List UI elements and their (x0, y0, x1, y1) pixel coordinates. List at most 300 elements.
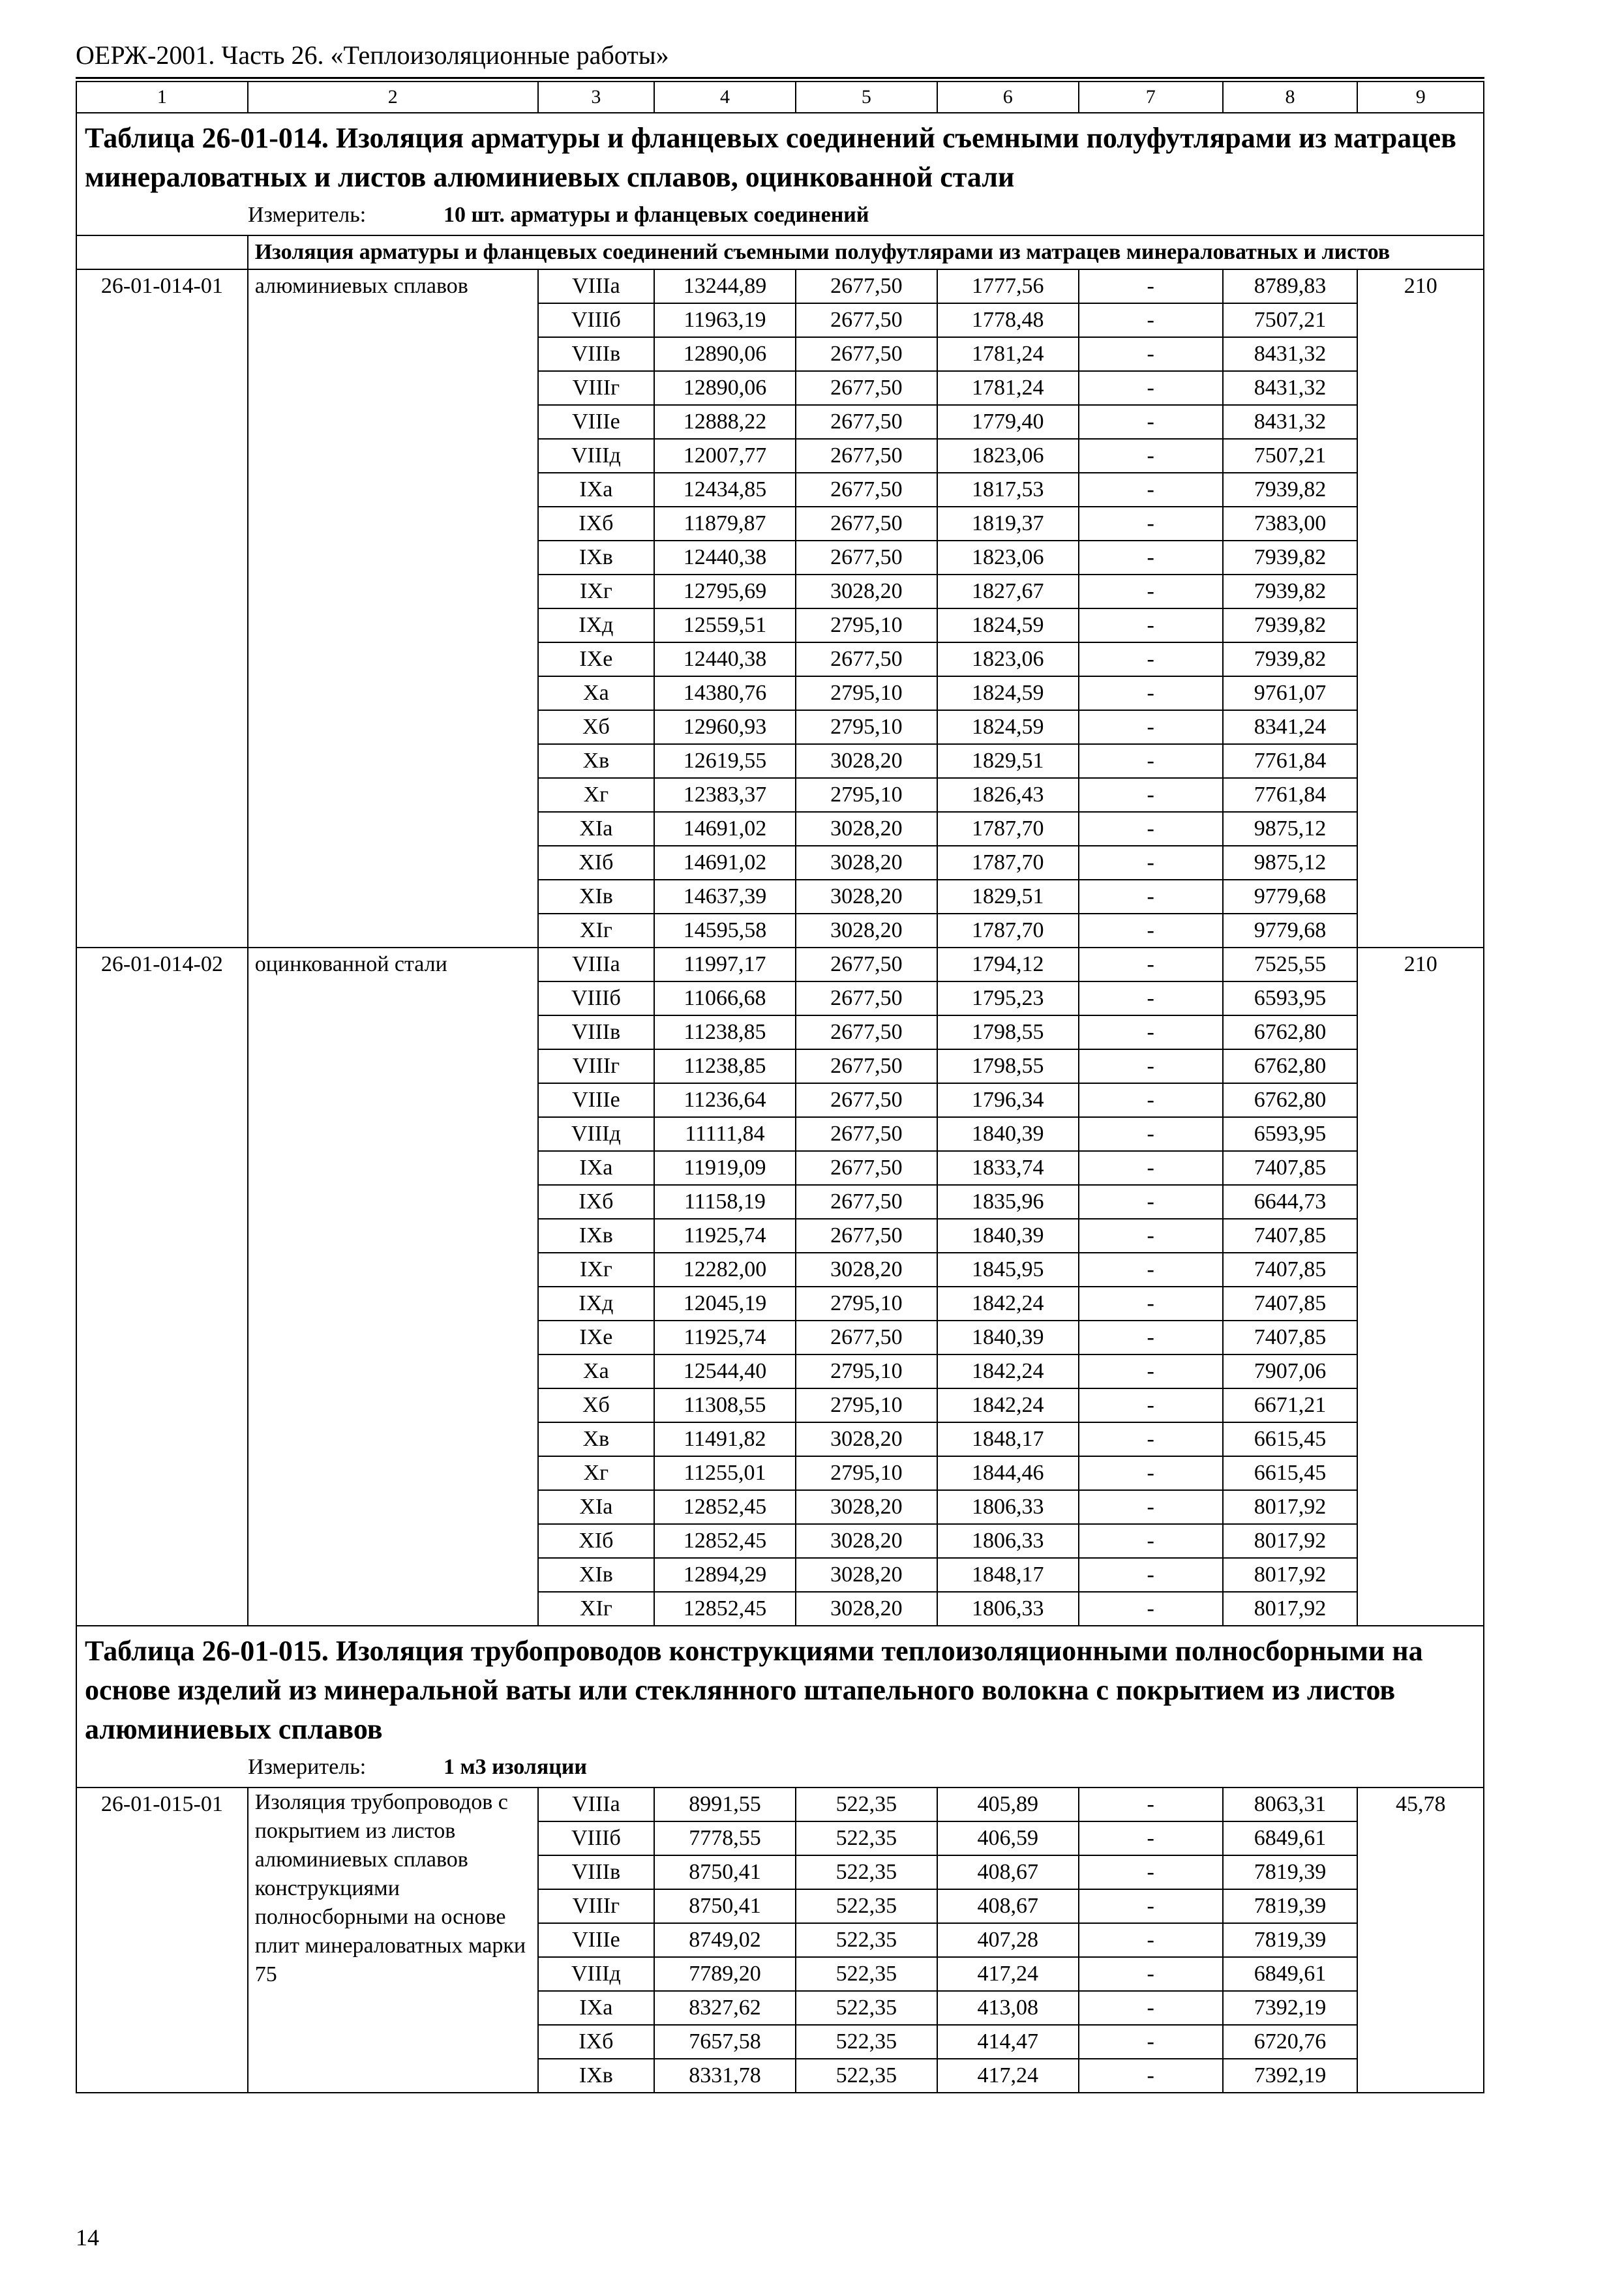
table-cell: 1844,46 (937, 1456, 1079, 1490)
table-cell: 1779,40 (937, 405, 1079, 439)
table-cell: 12440,38 (654, 541, 796, 575)
table-cell: - (1079, 1422, 1223, 1456)
table-cell: 1842,24 (937, 1388, 1079, 1422)
table-cell: 522,35 (796, 1821, 937, 1855)
column-number: 9 (1357, 82, 1484, 113)
table-cell: 12007,77 (654, 439, 796, 473)
table-cell: - (1079, 1219, 1223, 1253)
table-cell: 7657,58 (654, 2025, 796, 2059)
table-cell: 1848,17 (937, 1422, 1079, 1456)
table-cell: VIIIв (538, 1855, 654, 1889)
table-cell: - (1079, 1889, 1223, 1923)
column-number: 3 (538, 82, 654, 113)
table-cell: - (1079, 880, 1223, 914)
table-cell: 2677,50 (796, 948, 937, 981)
table-cell: 7939,82 (1223, 642, 1358, 676)
table-cell: 3028,20 (796, 1524, 937, 1558)
table-cell: 7407,85 (1223, 1219, 1358, 1253)
table-cell: 408,67 (937, 1855, 1079, 1889)
table-cell: 3028,20 (796, 744, 937, 778)
table-cell: - (1079, 744, 1223, 778)
table-cell: 12619,55 (654, 744, 796, 778)
table-cell: 1806,33 (937, 1592, 1079, 1626)
table-row (76, 948, 1484, 981)
table-cell: 12795,69 (654, 575, 796, 608)
table-title: Таблица 26-01-015. Изоляция трубопроводов конструкциями теплоизоляционными полносборными на основе изделий из минеральной ваты или стеклянного штапельного волокна с покрытием из листов алюминиевых сплавов (85, 1635, 1423, 1745)
table-cell: - (1079, 981, 1223, 1015)
table-cell: 11925,74 (654, 1219, 796, 1253)
table-cell: IXд (538, 608, 654, 642)
table-cell: - (1079, 439, 1223, 473)
table-cell: - (1079, 778, 1223, 812)
table-cell: - (1079, 2025, 1223, 2059)
table-cell: 1840,39 (937, 1117, 1079, 1151)
table-cell: 1826,43 (937, 778, 1079, 812)
table-cell: 7939,82 (1223, 608, 1358, 642)
table-cell: VIIIа (538, 269, 654, 303)
table-cell: 9875,12 (1223, 846, 1358, 880)
table-cell: 1829,51 (937, 880, 1079, 914)
table-body (76, 82, 1484, 2093)
table-cell: XIа (538, 1490, 654, 1524)
table-cell: 2677,50 (796, 1151, 937, 1185)
table-cell: XIб (538, 846, 654, 880)
table-cell: - (1079, 1151, 1223, 1185)
table-cell: 1824,59 (937, 676, 1079, 710)
table-cell: VIIIв (538, 337, 654, 371)
table-cell: 1835,96 (937, 1185, 1079, 1219)
table-cell: IXе (538, 642, 654, 676)
table-cell: - (1079, 507, 1223, 541)
table-cell: 14380,76 (654, 676, 796, 710)
table-cell: 6762,80 (1223, 1049, 1358, 1083)
table-cell: 6849,61 (1223, 1957, 1358, 1991)
table-cell: 7939,82 (1223, 473, 1358, 507)
table-cell: 11238,85 (654, 1049, 796, 1083)
table-cell: XIв (538, 1558, 654, 1592)
table-cell: - (1079, 1821, 1223, 1855)
table-cell: 8431,32 (1223, 371, 1358, 405)
table-cell: 7407,85 (1223, 1253, 1358, 1287)
table-cell: 3028,20 (796, 1490, 937, 1524)
table-cell: 12045,19 (654, 1287, 796, 1321)
material-cost: 45,78 (1357, 1788, 1484, 2093)
table-cell: 1778,48 (937, 303, 1079, 337)
table-cell: IXа (538, 1991, 654, 2025)
table-cell: 6593,95 (1223, 981, 1358, 1015)
table-cell: 6593,95 (1223, 1117, 1358, 1151)
table-cell: 1842,24 (937, 1354, 1079, 1388)
table-cell: - (1079, 1923, 1223, 1957)
table-cell: 1787,70 (937, 914, 1079, 948)
table-cell: - (1079, 405, 1223, 439)
table-cell: - (1079, 1456, 1223, 1490)
table-cell: 7507,21 (1223, 303, 1358, 337)
section-subtitle: Изоляция арматуры и фланцевых соединений съемными полуфутлярами из матрацев минераловатных и листов (248, 235, 1484, 269)
table-cell: Xг (538, 778, 654, 812)
table-cell: 2677,50 (796, 981, 937, 1015)
rate-code: 26-01-014-02 (76, 948, 248, 1626)
table-cell: - (1079, 812, 1223, 846)
section-subtitle-row (76, 235, 1484, 269)
table-cell: 2677,50 (796, 507, 937, 541)
rate-name: алюминиевых сплавов (248, 269, 538, 948)
table-cell: 14691,02 (654, 846, 796, 880)
table-cell: VIIIб (538, 303, 654, 337)
table-cell: 8331,78 (654, 2059, 796, 2093)
table-cell: 11925,74 (654, 1321, 796, 1354)
table-title: Таблица 26-01-014. Изоляция арматуры и фланцевых соединений съемными полуфутлярами из матрацев минераловатных и листов алюминиевых сплавов, оцинкованной стали (85, 122, 1456, 193)
table-cell: 1845,95 (937, 1253, 1079, 1287)
table-cell: - (1079, 1015, 1223, 1049)
table-cell: 7819,39 (1223, 1889, 1358, 1923)
table-cell: 7907,06 (1223, 1354, 1358, 1388)
table-cell: 6762,80 (1223, 1015, 1358, 1049)
table-cell: Xб (538, 710, 654, 744)
table-cell: 408,67 (937, 1889, 1079, 1923)
table-cell: 12960,93 (654, 710, 796, 744)
table-cell: 3028,20 (796, 1422, 937, 1456)
table-cell: 417,24 (937, 1957, 1079, 1991)
measure-label: Измеритель: (248, 203, 367, 227)
table-cell: 2795,10 (796, 1456, 937, 1490)
table-cell: 12890,06 (654, 337, 796, 371)
table-cell: IXг (538, 575, 654, 608)
table-cell: 1823,06 (937, 642, 1079, 676)
table-cell: 1848,17 (937, 1558, 1079, 1592)
table-cell: 12440,38 (654, 642, 796, 676)
rate-name: оцинкованной стали (248, 948, 538, 1626)
table-cell: Xб (538, 1388, 654, 1422)
table-cell: - (1079, 371, 1223, 405)
measure-value: 1 м3 изоляции (444, 1755, 588, 1779)
price-table (76, 81, 1484, 2093)
table-cell: 12890,06 (654, 371, 796, 405)
table-cell: 2677,50 (796, 541, 937, 575)
table-cell: XIг (538, 914, 654, 948)
table-cell: - (1079, 1287, 1223, 1321)
table-cell: 522,35 (796, 1991, 937, 2025)
table-cell: 7778,55 (654, 1821, 796, 1855)
table-cell: 1795,23 (937, 981, 1079, 1015)
table-cell: 6671,21 (1223, 1388, 1358, 1422)
table-cell: - (1079, 303, 1223, 337)
table-cell: - (1079, 1049, 1223, 1083)
table-cell: 1777,56 (937, 269, 1079, 303)
table-cell: 9875,12 (1223, 812, 1358, 846)
table-cell: 1798,55 (937, 1049, 1079, 1083)
table-cell: 1823,06 (937, 541, 1079, 575)
measure-value: 10 шт. арматуры и фланцевых соединений (444, 203, 869, 227)
table-cell: IXв (538, 2059, 654, 2093)
table-cell: 8063,31 (1223, 1788, 1358, 1821)
table-cell: VIIIб (538, 1821, 654, 1855)
table-cell: 12852,45 (654, 1524, 796, 1558)
table-cell: 8327,62 (654, 1991, 796, 2025)
table-cell: 7939,82 (1223, 575, 1358, 608)
table-cell: 2677,50 (796, 473, 937, 507)
table-cell: 1840,39 (937, 1321, 1079, 1354)
table-cell: 8789,83 (1223, 269, 1358, 303)
table-title-cell (76, 113, 1484, 235)
table-cell: VIIIе (538, 1083, 654, 1117)
table-cell: 405,89 (937, 1788, 1079, 1821)
table-cell: IXб (538, 1185, 654, 1219)
table-cell: 11236,64 (654, 1083, 796, 1117)
table-cell: 7407,85 (1223, 1321, 1358, 1354)
column-number: 2 (248, 82, 538, 113)
table-cell: 522,35 (796, 2059, 937, 2093)
column-number: 8 (1223, 82, 1358, 113)
table-row (76, 269, 1484, 303)
page-number: 14 (76, 2224, 99, 2251)
table-cell: 1796,34 (937, 1083, 1079, 1117)
table-cell: 1781,24 (937, 371, 1079, 405)
table-cell: 2795,10 (796, 1354, 937, 1388)
table-title-cell (76, 1626, 1484, 1788)
table-cell: 522,35 (796, 1957, 937, 1991)
table-cell: - (1079, 473, 1223, 507)
table-cell: Xг (538, 1456, 654, 1490)
table-cell: 1824,59 (937, 608, 1079, 642)
table-cell: 6644,73 (1223, 1185, 1358, 1219)
table-cell: 2795,10 (796, 1287, 937, 1321)
table-cell: 1787,70 (937, 846, 1079, 880)
table-cell: 11963,19 (654, 303, 796, 337)
table-cell: 1827,67 (937, 575, 1079, 608)
table-cell: Xв (538, 1422, 654, 1456)
table-cell: 1824,59 (937, 710, 1079, 744)
table-cell: 6720,76 (1223, 2025, 1358, 2059)
column-number: 4 (654, 82, 796, 113)
table-cell: 7407,85 (1223, 1151, 1358, 1185)
table-cell: IXб (538, 507, 654, 541)
table-cell: - (1079, 1558, 1223, 1592)
table-cell: 2677,50 (796, 642, 937, 676)
table-row (76, 1788, 1484, 1821)
table-cell: 2795,10 (796, 608, 937, 642)
table-cell: 8431,32 (1223, 337, 1358, 371)
rate-code: 26-01-014-01 (76, 269, 248, 948)
table-cell: - (1079, 846, 1223, 880)
rate-name: Изоляция трубопроводов с покрытием из листов алюминиевых сплавов конструкциями полносборными на основе плит минераловатных марки 75 (248, 1788, 538, 2093)
table-cell: 7383,00 (1223, 507, 1358, 541)
table-cell: 2795,10 (796, 1388, 937, 1422)
table-cell: 7392,19 (1223, 2059, 1358, 2093)
table-cell: 3028,20 (796, 846, 937, 880)
table-cell: 9761,07 (1223, 676, 1358, 710)
table-cell: 8017,92 (1223, 1490, 1358, 1524)
table-cell: 8750,41 (654, 1889, 796, 1923)
rate-code: 26-01-015-01 (76, 1788, 248, 2093)
table-cell: - (1079, 1388, 1223, 1422)
table-cell: - (1079, 608, 1223, 642)
table-cell: 2677,50 (796, 1117, 937, 1151)
table-cell: 1819,37 (937, 507, 1079, 541)
table-cell: 14691,02 (654, 812, 796, 846)
table-cell: 2677,50 (796, 371, 937, 405)
table-cell: 406,59 (937, 1821, 1079, 1855)
table-cell: 522,35 (796, 1923, 937, 1957)
table-cell: - (1079, 642, 1223, 676)
table-cell: 11238,85 (654, 1015, 796, 1049)
table-cell: 417,24 (937, 2059, 1079, 2093)
table-cell: 1840,39 (937, 1219, 1079, 1253)
table-cell: 7789,20 (654, 1957, 796, 1991)
table-cell: 2677,50 (796, 1049, 937, 1083)
table-cell: 3028,20 (796, 880, 937, 914)
column-number-row (76, 82, 1484, 113)
column-number: 1 (76, 82, 248, 113)
table-cell: - (1079, 1957, 1223, 1991)
table-cell: 1842,24 (937, 1287, 1079, 1321)
table-cell: - (1079, 914, 1223, 948)
header-rule (76, 77, 1484, 79)
table-cell: Xа (538, 676, 654, 710)
table-cell: 407,28 (937, 1923, 1079, 1957)
table-cell: VIIIе (538, 405, 654, 439)
table-cell: 12894,29 (654, 1558, 796, 1592)
table-cell: 522,35 (796, 2025, 937, 2059)
table-cell: 11879,87 (654, 507, 796, 541)
table-cell: 12383,37 (654, 778, 796, 812)
table-cell: 2677,50 (796, 269, 937, 303)
table-cell: 7507,21 (1223, 439, 1358, 473)
table-cell: 2677,50 (796, 1185, 937, 1219)
table-cell: - (1079, 2059, 1223, 2093)
table-cell: IXв (538, 1219, 654, 1253)
table-cell: 6849,61 (1223, 1821, 1358, 1855)
table-cell: VIIIд (538, 1957, 654, 1991)
column-number: 7 (1079, 82, 1223, 113)
table-cell: 2795,10 (796, 676, 937, 710)
page-header (76, 38, 1484, 82)
table-cell: 12852,45 (654, 1490, 796, 1524)
table-cell: 8017,92 (1223, 1558, 1358, 1592)
table-cell: 522,35 (796, 1889, 937, 1923)
table-cell: 3028,20 (796, 1558, 937, 1592)
table-cell: - (1079, 1524, 1223, 1558)
table-cell: - (1079, 1592, 1223, 1626)
table-cell: IXб (538, 2025, 654, 2059)
table-cell: - (1079, 1490, 1223, 1524)
table-cell: 413,08 (937, 1991, 1079, 2025)
table-cell: 6762,80 (1223, 1083, 1358, 1117)
table-cell: 2795,10 (796, 710, 937, 744)
table-cell: 1833,74 (937, 1151, 1079, 1185)
table-cell: 12282,00 (654, 1253, 796, 1287)
table-cell: IXа (538, 473, 654, 507)
table-cell: Xв (538, 744, 654, 778)
measure-line (85, 1752, 1475, 1783)
measure-line (85, 200, 1475, 231)
table-cell: - (1079, 1354, 1223, 1388)
table-cell: IXе (538, 1321, 654, 1354)
table-cell: 3028,20 (796, 1253, 937, 1287)
table-cell: 7819,39 (1223, 1855, 1358, 1889)
table-cell: - (1079, 575, 1223, 608)
table-cell: - (1079, 1117, 1223, 1151)
table-cell: - (1079, 1321, 1223, 1354)
empty-cell (76, 235, 248, 269)
table-cell: VIIIд (538, 439, 654, 473)
table-cell: 7819,39 (1223, 1923, 1358, 1957)
table-cell: 7939,82 (1223, 541, 1358, 575)
table-cell: 11308,55 (654, 1388, 796, 1422)
table-cell: 6615,45 (1223, 1422, 1358, 1456)
table-cell: XIв (538, 880, 654, 914)
table-cell: 2677,50 (796, 439, 937, 473)
table-cell: 7407,85 (1223, 1287, 1358, 1321)
table-cell: 14595,58 (654, 914, 796, 948)
document-title: ОЕРЖ-2001. Часть 26. «Теплоизоляционные работы» (76, 40, 669, 70)
table-cell: - (1079, 541, 1223, 575)
table-cell: - (1079, 710, 1223, 744)
table-cell: 12434,85 (654, 473, 796, 507)
table-cell: 11919,09 (654, 1151, 796, 1185)
table-cell: VIIIг (538, 1049, 654, 1083)
material-cost: 210 (1357, 269, 1484, 948)
table-cell: VIIIг (538, 371, 654, 405)
table-cell: 3028,20 (796, 812, 937, 846)
table-cell: 2677,50 (796, 1219, 937, 1253)
table-cell: VIIIа (538, 1788, 654, 1821)
table-cell: - (1079, 1185, 1223, 1219)
table-cell: Xа (538, 1354, 654, 1388)
table-cell: 12559,51 (654, 608, 796, 642)
table-cell: - (1079, 1788, 1223, 1821)
table-cell: 12544,40 (654, 1354, 796, 1388)
table-cell: 8341,24 (1223, 710, 1358, 744)
table-cell: - (1079, 1855, 1223, 1889)
table-cell: 1806,33 (937, 1524, 1079, 1558)
table-cell: 13244,89 (654, 269, 796, 303)
table-cell: VIIIг (538, 1889, 654, 1923)
table-cell: 1829,51 (937, 744, 1079, 778)
column-number: 5 (796, 82, 937, 113)
table-cell: 8431,32 (1223, 405, 1358, 439)
table-cell: VIIIд (538, 1117, 654, 1151)
table-cell: 7392,19 (1223, 1991, 1358, 2025)
table-cell: - (1079, 1083, 1223, 1117)
table-cell: 12852,45 (654, 1592, 796, 1626)
table-cell: VIIIб (538, 981, 654, 1015)
table-cell: IXа (538, 1151, 654, 1185)
table-cell: - (1079, 269, 1223, 303)
column-number: 6 (937, 82, 1079, 113)
table-cell: 1794,12 (937, 948, 1079, 981)
table-cell: 11491,82 (654, 1422, 796, 1456)
table-cell: 1817,53 (937, 473, 1079, 507)
table-cell: VIIIе (538, 1923, 654, 1957)
table-cell: 11066,68 (654, 981, 796, 1015)
table-cell: 3028,20 (796, 575, 937, 608)
material-cost: 210 (1357, 948, 1484, 1626)
table-cell: 12888,22 (654, 405, 796, 439)
table-cell: 14637,39 (654, 880, 796, 914)
table-cell: 414,47 (937, 2025, 1079, 2059)
table-cell: 6615,45 (1223, 1456, 1358, 1490)
table-cell: 3028,20 (796, 1592, 937, 1626)
table-cell: - (1079, 1253, 1223, 1287)
table-cell: 522,35 (796, 1855, 937, 1889)
table-cell: 8991,55 (654, 1788, 796, 1821)
table-cell: XIа (538, 812, 654, 846)
table-cell: - (1079, 1991, 1223, 2025)
table-cell: 3028,20 (796, 914, 937, 948)
table-cell: 11111,84 (654, 1117, 796, 1151)
table-cell: 8750,41 (654, 1855, 796, 1889)
